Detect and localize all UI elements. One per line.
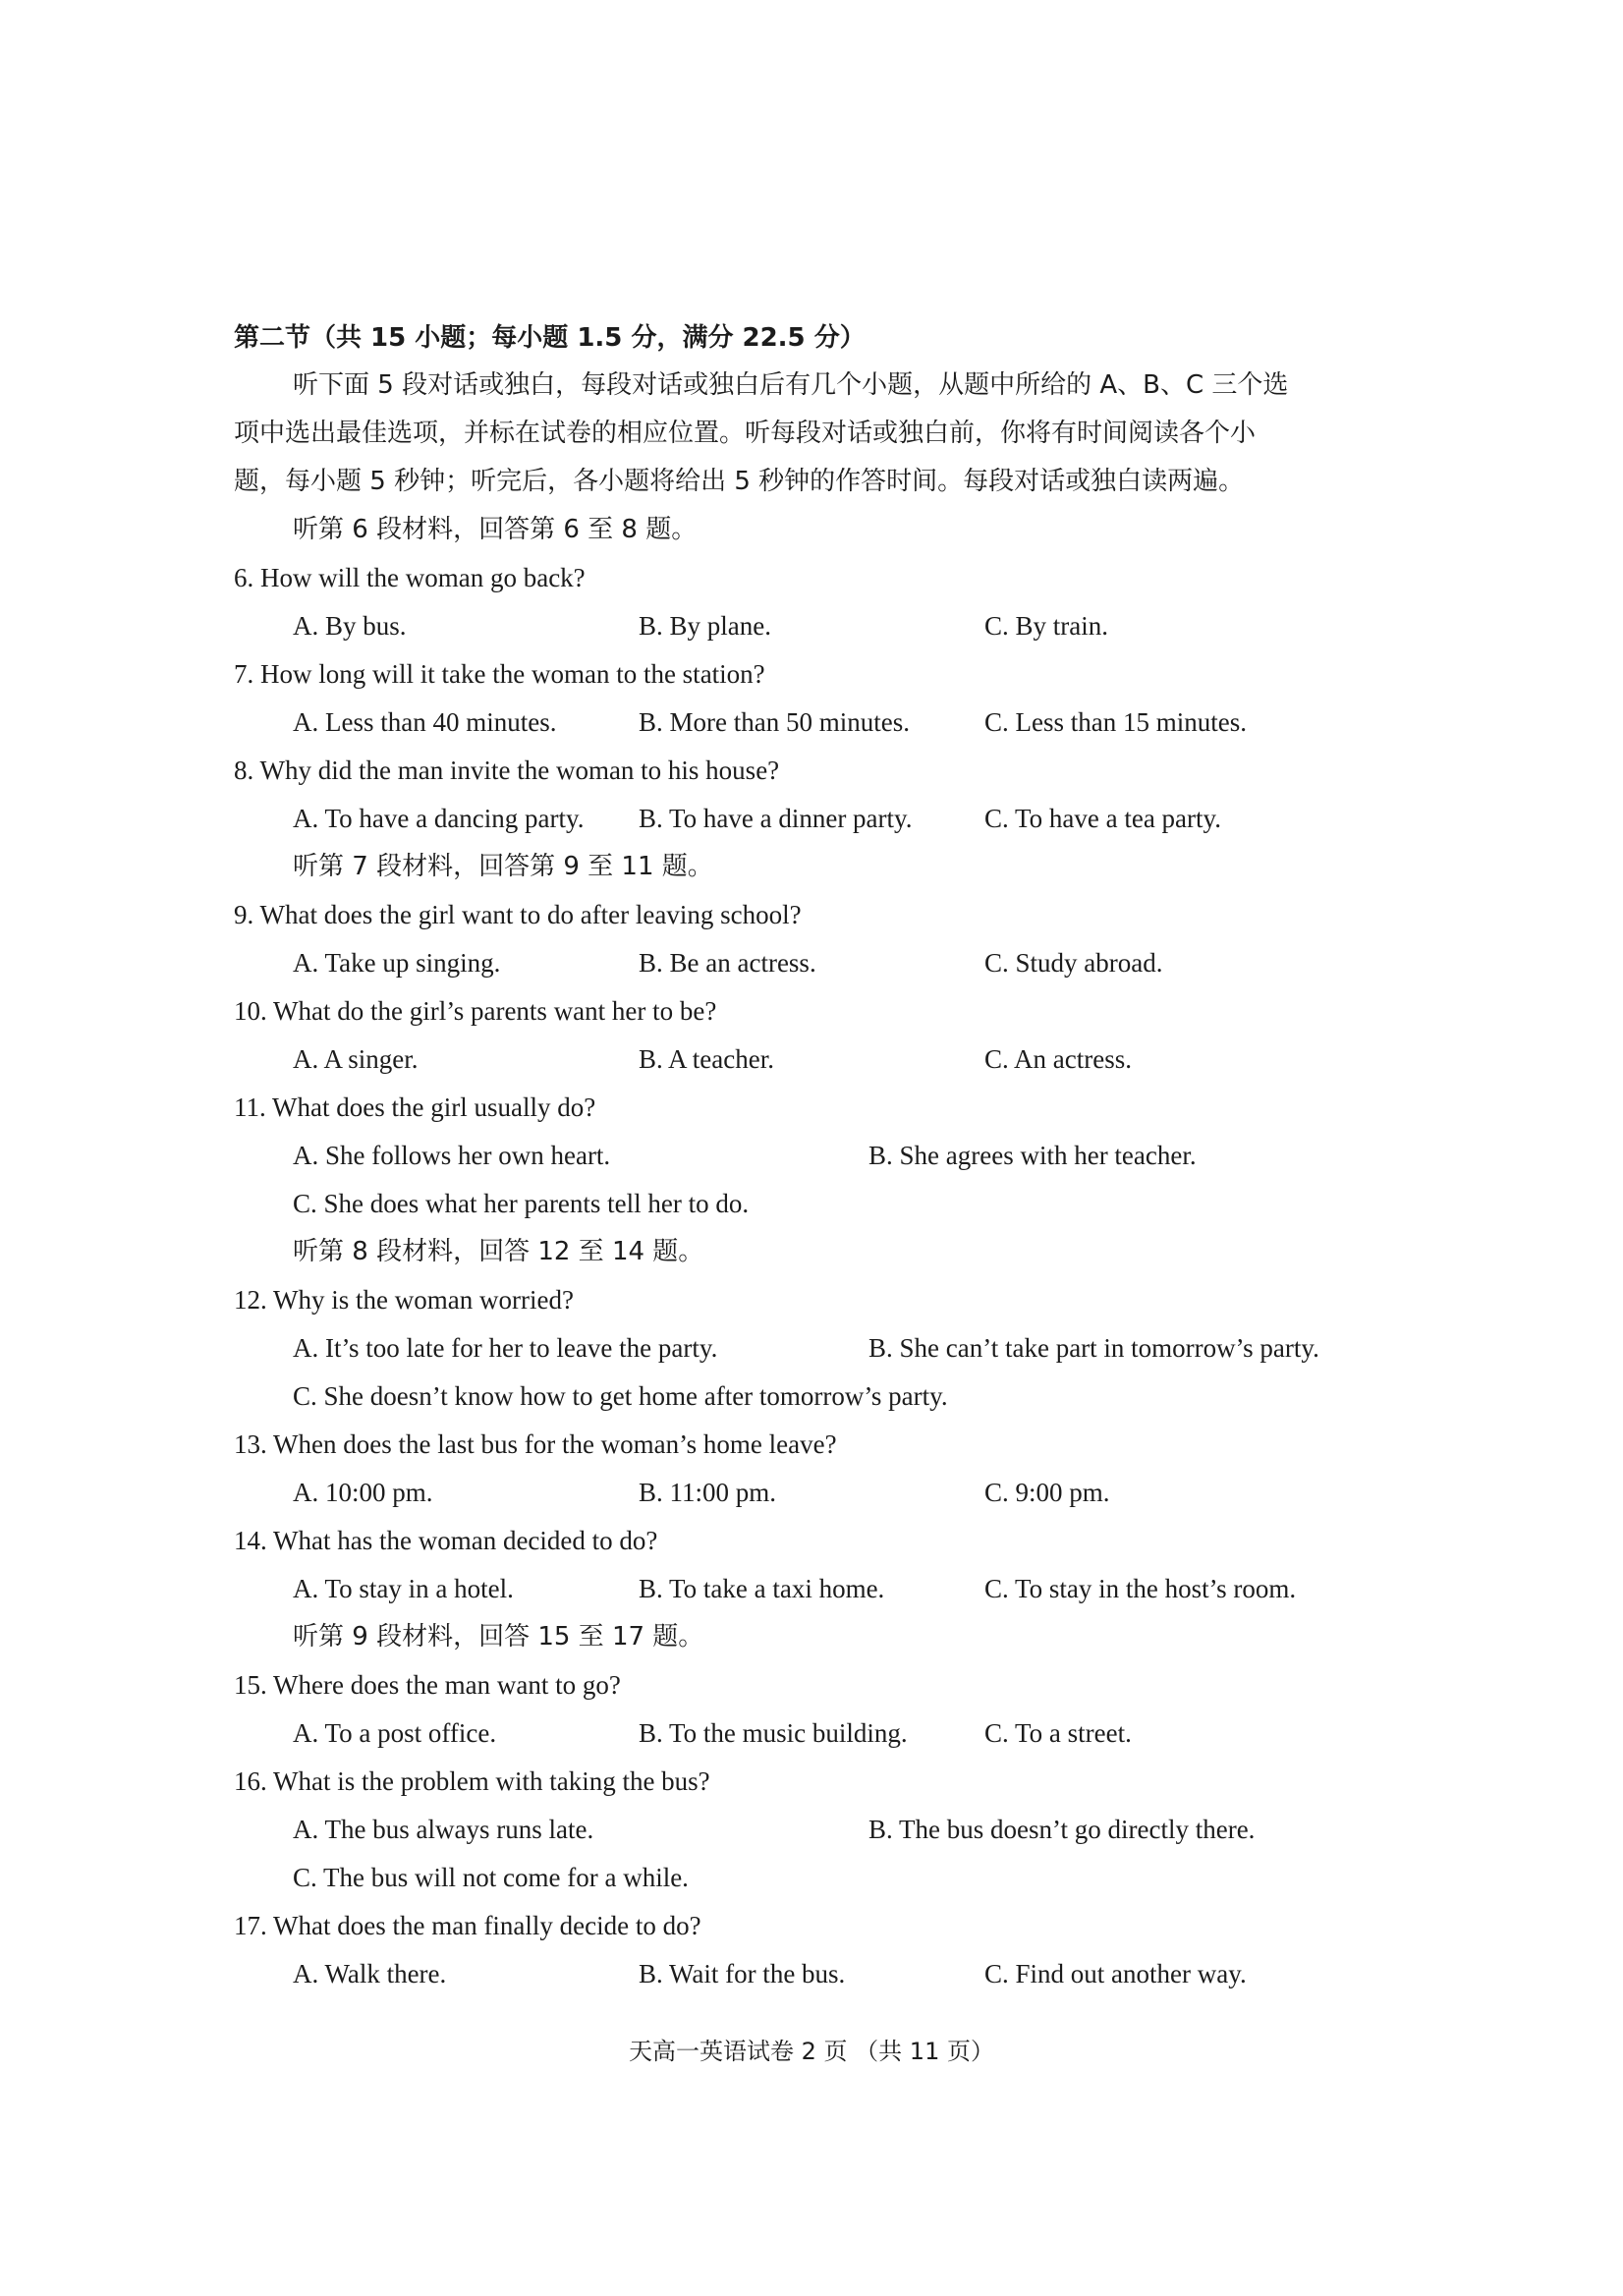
option-c[interactable]: C. To have a tea party. [984, 804, 1222, 833]
question-17-stem: 17. What does the man finally decide to do? [234, 1911, 701, 1940]
question-7-options [293, 704, 1472, 740]
question-16-stem: 16. What is the problem with taking the bus? [234, 1766, 710, 1796]
option-b[interactable]: B. She agrees with her teacher. [868, 1141, 1197, 1170]
question-7-stem: 7. How long will it take the woman to the station? [234, 659, 765, 689]
question-8-options [293, 801, 1472, 836]
option-c[interactable]: C. An actress. [984, 1044, 1132, 1074]
instruction-line-2: 项中选出最佳选项，并标在试卷的相应位置。听每段对话或独白前，你将有时间阅读各个小 [234, 419, 1257, 448]
option-a[interactable]: A. Take up singing. [293, 948, 501, 978]
option-a[interactable]: A. To have a dancing party. [293, 804, 585, 833]
question-17-options [293, 1956, 1472, 1991]
question-12-stem: 12. Why is the woman worried? [234, 1285, 574, 1315]
option-c[interactable]: C. Study abroad. [984, 948, 1163, 978]
question-14-stem: 14. What has the woman decided to do? [234, 1526, 658, 1555]
group-label-6: 听第 6 段材料，回答第 6 至 8 题。 [293, 515, 698, 544]
option-c[interactable]: C. To a street. [984, 1718, 1132, 1748]
question-14-options [293, 1571, 1472, 1606]
option-a[interactable]: A. 10:00 pm. [293, 1478, 433, 1507]
option-b[interactable]: B. To take a taxi home. [639, 1574, 885, 1603]
group-label-9: 听第 9 段材料，回答 15 至 17 题。 [293, 1622, 704, 1652]
option-c[interactable]: C. To stay in the host’s room. [984, 1574, 1297, 1603]
option-b[interactable]: B. She can’t take part in tomorrow’s party. [868, 1333, 1319, 1363]
instruction-line-1: 听下面 5 段对话或独白，每段对话或独白后有几个小题，从题中所给的 A、B、C 三个选 [293, 370, 1289, 400]
option-c[interactable]: C. The bus will not come for a while. [293, 1863, 689, 1892]
question-12-options-row1 [293, 1330, 1472, 1366]
option-c[interactable]: C. By train. [984, 611, 1108, 641]
question-15-stem: 15. Where does the man want to go? [234, 1670, 621, 1700]
question-9-stem: 9. What does the girl want to do after leaving school? [234, 900, 802, 929]
option-c[interactable]: C. 9:00 pm. [984, 1478, 1110, 1507]
option-c[interactable]: C. Less than 15 minutes. [984, 707, 1247, 737]
question-8-stem: 8. Why did the man invite the woman to his house? [234, 756, 780, 785]
question-9-options [293, 945, 1472, 980]
option-a[interactable]: A. A singer. [293, 1044, 419, 1074]
question-6-options [293, 608, 1472, 644]
option-b[interactable]: B. More than 50 minutes. [639, 707, 910, 737]
question-13-stem: 13. When does the last bus for the woman’s home leave? [234, 1429, 837, 1459]
option-a[interactable]: A. Walk there. [293, 1959, 447, 1988]
section-title: 第二节（共 15 小题；每小题 1.5 分，满分 22.5 分） [234, 323, 866, 353]
page-footer: 天高一英语试卷 2 页 （共 11 页） [629, 2038, 994, 2065]
option-a[interactable]: A. To stay in a hotel. [293, 1574, 514, 1603]
question-10-options [293, 1041, 1472, 1077]
option-c[interactable]: C. Find out another way. [984, 1959, 1247, 1988]
question-11-options-row1 [293, 1138, 1472, 1173]
group-label-7: 听第 7 段材料，回答第 9 至 11 题。 [293, 852, 713, 881]
group-label-8: 听第 8 段材料，回答 12 至 14 题。 [293, 1237, 704, 1266]
option-b[interactable]: B. By plane. [639, 611, 771, 641]
instruction-line-3: 题，每小题 5 秒钟；听完后，各小题将给出 5 秒钟的作答时间。每段对话或独白读两遍。 [234, 467, 1245, 496]
option-b[interactable]: B. Wait for the bus. [639, 1959, 846, 1988]
question-15-options [293, 1715, 1472, 1751]
option-a[interactable]: A. Less than 40 minutes. [293, 707, 557, 737]
option-b[interactable]: B. 11:00 pm. [639, 1478, 777, 1507]
question-6-stem: 6. How will the woman go back? [234, 563, 586, 592]
option-b[interactable]: B. To have a dinner party. [639, 804, 913, 833]
option-c[interactable]: C. She doesn’t know how to get home after tomorrow’s party. [293, 1381, 948, 1411]
option-a[interactable]: A. By bus. [293, 611, 407, 641]
option-b[interactable]: B. Be an actress. [639, 948, 816, 978]
option-b[interactable]: B. The bus doesn’t go directly there. [868, 1815, 1256, 1844]
option-a[interactable]: A. To a post office. [293, 1718, 497, 1748]
option-b[interactable]: B. To the music building. [639, 1718, 908, 1748]
question-11-stem: 11. What does the girl usually do? [234, 1092, 596, 1122]
option-a[interactable]: A. She follows her own heart. [293, 1141, 611, 1170]
option-b[interactable]: B. A teacher. [639, 1044, 774, 1074]
question-16-options-row1 [293, 1812, 1472, 1847]
option-a[interactable]: A. It’s too late for her to leave the party. [293, 1333, 718, 1363]
option-a[interactable]: A. The bus always runs late. [293, 1815, 594, 1844]
question-10-stem: 10. What do the girl’s parents want her to be? [234, 996, 717, 1026]
option-c[interactable]: C. She does what her parents tell her to do. [293, 1189, 750, 1218]
question-13-options [293, 1475, 1472, 1510]
